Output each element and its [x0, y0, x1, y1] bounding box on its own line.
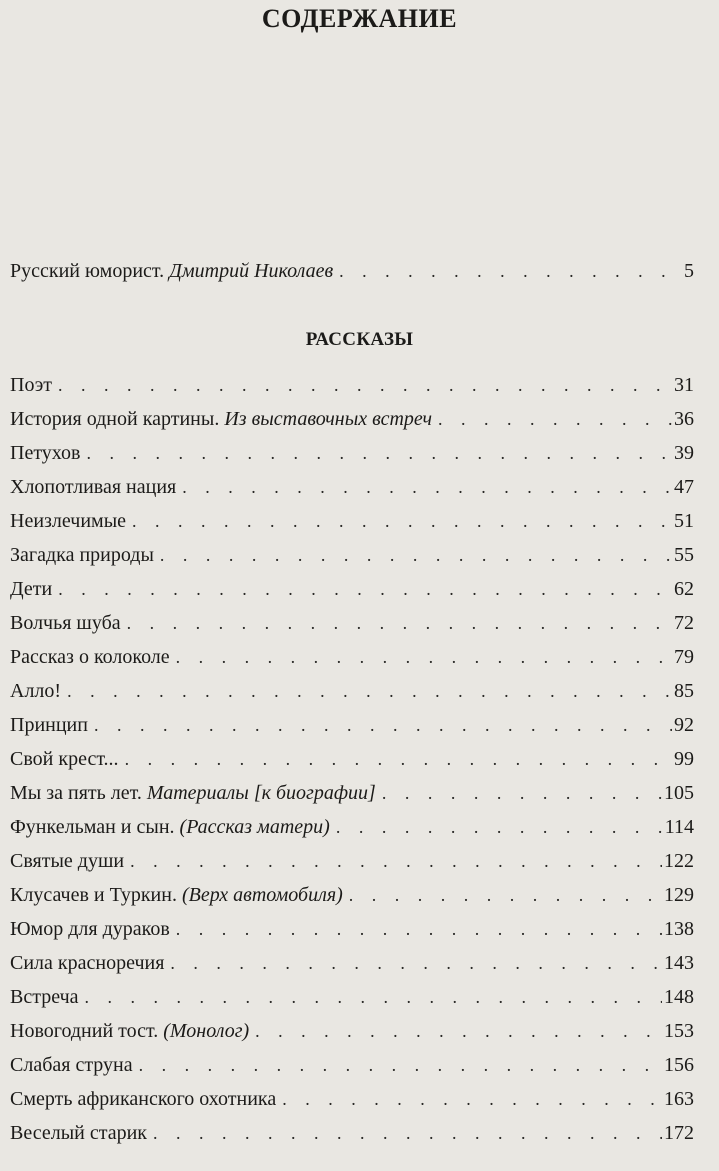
toc-entry: [10, 372, 694, 406]
dot-leader: [170, 950, 662, 976]
dot-leader: [67, 678, 672, 704]
toc-entry-text: [10, 1052, 139, 1078]
toc-entry: [10, 406, 694, 440]
dot-leader: [176, 644, 672, 670]
toc-entry: [10, 984, 694, 1018]
toc-page-number: 138: [664, 918, 694, 940]
dot-leader: [85, 984, 662, 1010]
toc-entry-subtitle: Материалы [к биографии]: [146, 782, 376, 804]
toc-list: [10, 372, 694, 1154]
toc-page-number: 148: [664, 986, 694, 1008]
toc-entry: [10, 542, 694, 576]
toc-entry: [10, 644, 694, 678]
toc-page-number: 172: [664, 1122, 694, 1144]
toc-entry-title: Веселый старик: [10, 1122, 147, 1144]
toc-entry-title: История одной картины.: [10, 408, 220, 430]
toc-entry-title: Загадка природы: [10, 544, 154, 566]
toc-entry-text: [10, 610, 127, 636]
toc-entry-subtitle: (Верх автомобиля): [181, 884, 343, 906]
dot-leader: [86, 440, 672, 466]
dot-leader: [130, 848, 662, 874]
dot-leader: [58, 576, 672, 602]
toc-page-number: 156: [664, 1054, 694, 1076]
toc-page-number: 55: [674, 544, 694, 566]
toc-entry-title: Встреча: [10, 986, 79, 1008]
toc-entry-title: Русский юморист.: [10, 260, 165, 282]
toc-entry: [10, 1120, 694, 1154]
toc-entry-text: [10, 542, 160, 568]
toc-page-number: 163: [664, 1088, 694, 1110]
toc-entry-text: [10, 916, 176, 942]
toc-entry-title: Свой крест...: [10, 748, 119, 770]
toc-entry-title: Юмор для дураков: [10, 918, 170, 940]
dot-leader: [139, 1052, 662, 1078]
toc-entry-text: [10, 258, 339, 284]
toc-entry: [10, 440, 694, 474]
toc-entry: [10, 474, 694, 508]
toc-page-number: 99: [674, 748, 694, 770]
dot-leader: [282, 1086, 662, 1112]
toc-page-number: 51: [674, 510, 694, 532]
dot-leader: [125, 746, 672, 772]
toc-entry-text: [10, 712, 94, 738]
toc-entry: [10, 1018, 694, 1052]
dot-leader: [132, 508, 672, 534]
toc-entry-text: [10, 814, 336, 840]
toc-entry-text: [10, 576, 58, 602]
toc-entry-text: [10, 1018, 255, 1044]
dot-leader: [94, 712, 672, 738]
toc-entry-text: [10, 644, 176, 670]
toc-entry-text: [10, 474, 182, 500]
toc-page-number: 72: [674, 612, 694, 634]
toc-entry: [10, 678, 694, 712]
toc-entry-title: Петухов: [10, 442, 81, 464]
dot-leader: [182, 474, 672, 500]
dot-leader: [160, 542, 672, 568]
toc-entry-title: Рассказ о колоколе: [10, 646, 170, 668]
toc-entry-title: Сила красноречия: [10, 952, 165, 974]
dot-leader: [339, 258, 682, 284]
toc-page-number: 153: [664, 1020, 694, 1042]
dot-leader: [382, 780, 662, 806]
toc-entry-text: [10, 678, 67, 704]
page-title: СОДЕРЖАНИЕ: [261, 4, 458, 33]
toc-entry-text: [10, 508, 132, 534]
dot-leader: [349, 882, 662, 908]
toc-entry: [10, 882, 694, 916]
toc-entry: [10, 746, 694, 780]
toc-entry: [10, 950, 694, 984]
toc-entry-title: Поэт: [10, 374, 53, 396]
toc-entry-text: [10, 746, 125, 772]
toc-entry-text: [10, 1086, 282, 1112]
toc-entry: [10, 712, 694, 746]
toc-entry-subtitle: Из выставочных встреч: [224, 408, 433, 430]
toc-entry-text: [10, 372, 58, 398]
dot-leader: [438, 406, 672, 432]
toc-page-number: 105: [664, 782, 694, 804]
toc-entry-title: Новогодний тост.: [10, 1020, 159, 1042]
toc-entry-title: Слабая струна: [10, 1054, 133, 1076]
toc-entry: [10, 508, 694, 542]
toc-entry-text: [10, 1120, 153, 1146]
toc-entry-title: Мы за пять лет.: [10, 782, 142, 804]
toc-page-number: 39: [674, 442, 694, 464]
toc-entry-intro: [10, 258, 694, 292]
toc-entry-text: [10, 950, 170, 976]
toc-page-number: 36: [674, 408, 694, 430]
toc-entry-title: Дети: [10, 578, 53, 600]
toc-entry-text: [10, 406, 438, 432]
dot-leader: [58, 372, 672, 398]
toc-page-number: 92: [674, 714, 694, 736]
toc-entry: [10, 1086, 694, 1120]
toc-entry-text: [10, 984, 85, 1010]
toc-page-number: 47: [674, 476, 694, 498]
toc-entry: [10, 814, 694, 848]
toc-entry-title: Смерть африканского охотника: [10, 1088, 277, 1110]
toc-entry-title: Функельман и сын.: [10, 816, 175, 838]
toc-page-number: 129: [664, 884, 694, 906]
toc-entry-text: [10, 780, 382, 806]
toc-entry-title: Принцип: [10, 714, 88, 736]
toc-entry-subtitle: (Рассказ матери): [179, 816, 330, 838]
toc-entry-title: Волчья шуба: [10, 612, 121, 634]
toc-page-number: 114: [664, 816, 694, 838]
toc-page-number: 31: [674, 374, 694, 396]
toc-page-number: 62: [674, 578, 694, 600]
dot-leader: [255, 1018, 662, 1044]
toc-entry-title: Хлопотливая нация: [10, 476, 177, 498]
toc-entry: [10, 780, 694, 814]
toc-entry: [10, 848, 694, 882]
toc-entry-subtitle: Дмитрий Николаев: [169, 260, 334, 282]
toc-entry: [10, 1052, 694, 1086]
toc-entry: [10, 610, 694, 644]
dot-leader: [153, 1120, 662, 1146]
toc-entry-title: Святые души: [10, 850, 125, 872]
dot-leader: [127, 610, 672, 636]
toc-entry: [10, 576, 694, 610]
toc-entry-text: [10, 882, 349, 908]
toc-page-number: 5: [684, 260, 694, 282]
toc-entry-text: [10, 848, 130, 874]
toc-entry-title: Клусачев и Туркин.: [10, 884, 177, 906]
toc-entry-subtitle: (Монолог): [163, 1020, 250, 1042]
dot-leader: [336, 814, 663, 840]
dot-leader: [176, 916, 662, 942]
toc-page-number: 79: [674, 646, 694, 668]
toc-page-number: 85: [674, 680, 694, 702]
toc-entry-text: [10, 440, 86, 466]
toc-entry-title: Неизлечимые: [10, 510, 127, 532]
toc-page-number: 122: [664, 850, 694, 872]
toc-page-number: 143: [664, 952, 694, 974]
toc-entry-title: Алло!: [10, 680, 62, 702]
toc-entry: [10, 916, 694, 950]
section-heading: РАССКАЗЫ: [305, 329, 414, 350]
